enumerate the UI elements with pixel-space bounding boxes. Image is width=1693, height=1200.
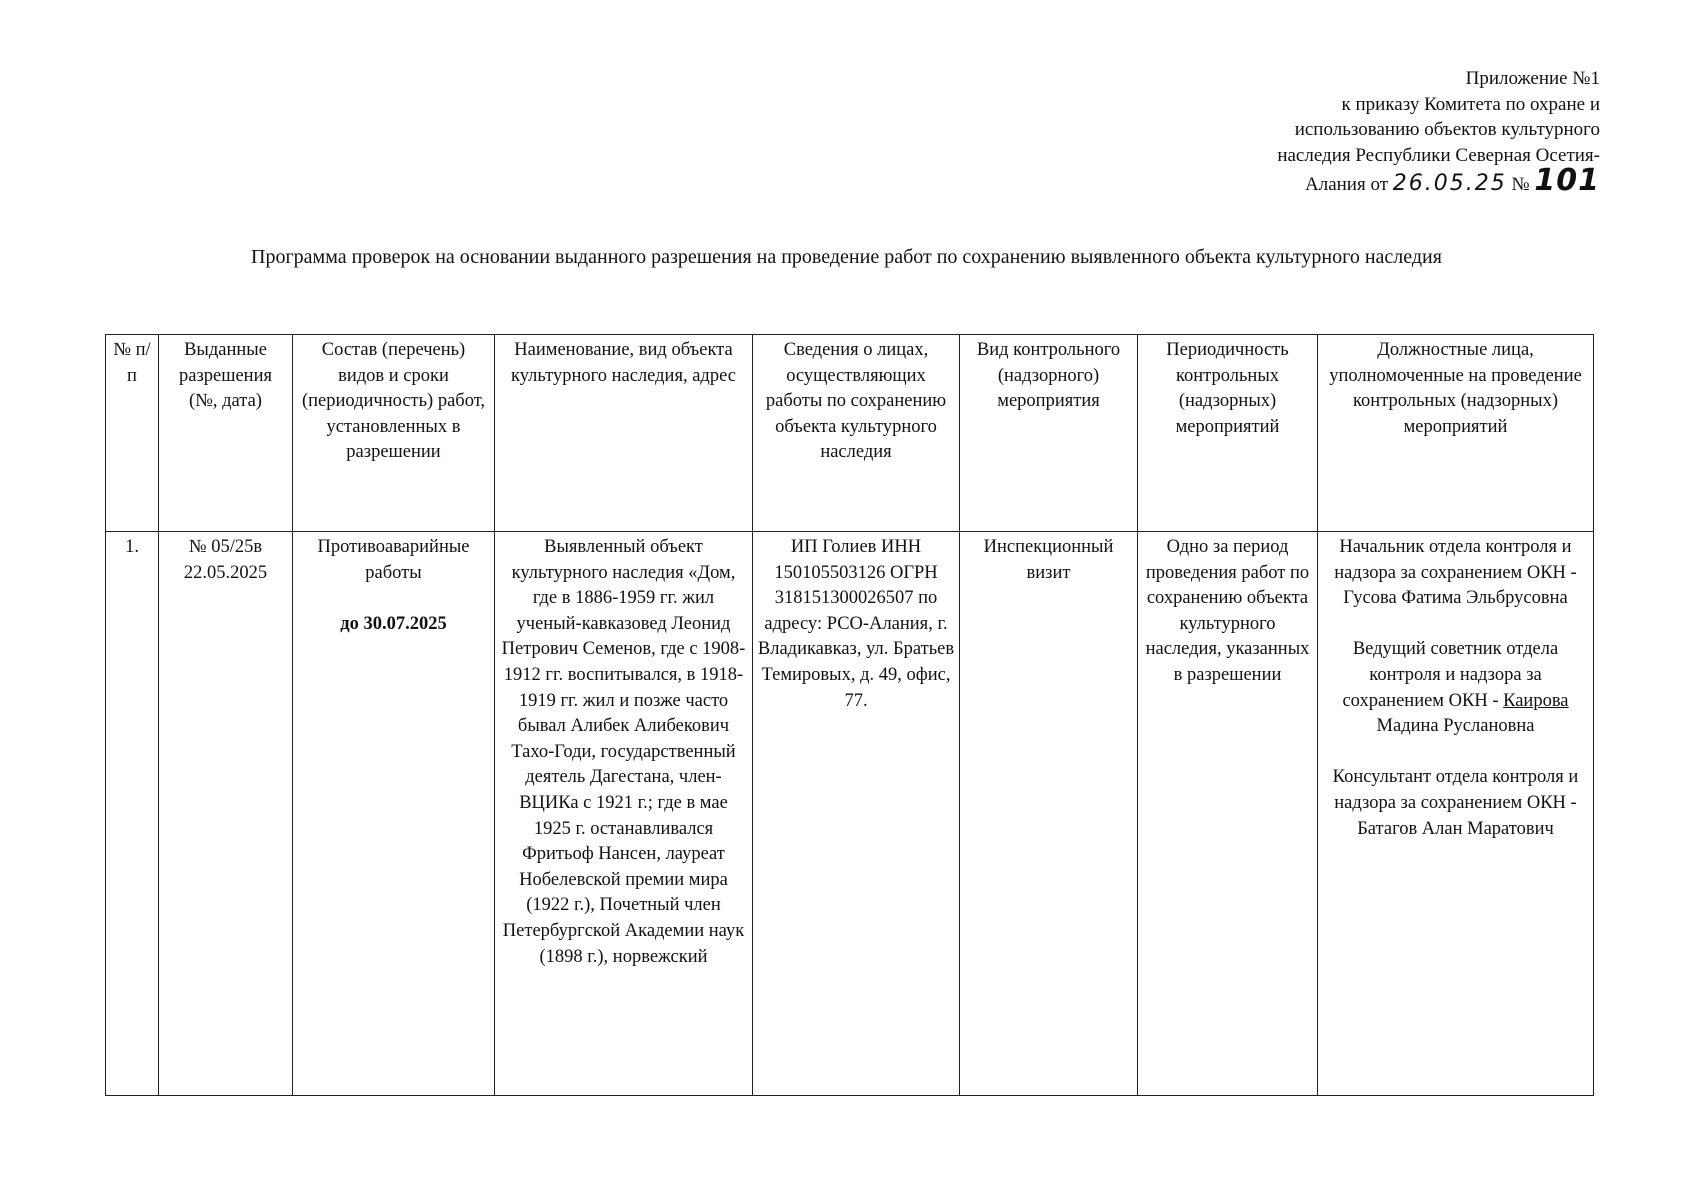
header-cell-event-type: Вид контрольного (надзорного) мероприятия	[960, 335, 1138, 532]
official-entry	[1322, 637, 1589, 739]
cell-event-type: Инспекционный визит	[960, 532, 1138, 1096]
appendix-line: наследия Республики Северная Осетия-	[1277, 144, 1600, 166]
works-deadline: до 30.07.2025	[340, 613, 447, 634]
header-cell-performer: Сведения о лицах, осуществляющих работы по сохранению объекта культурного наследия	[753, 335, 960, 532]
permit-number: № 05/25в	[188, 537, 263, 557]
official-entry: Консультант отдела контроля и надзора за сохранением ОКН - Батагов Алан Маратович	[1332, 767, 1579, 839]
official-surname: Каирова	[1503, 690, 1569, 711]
cell-periodicity: Одно за период проведения работ по сохранению объекта культурного наследия, указанных в разрешении	[1138, 532, 1318, 1096]
handwritten-date: 26.05.25	[1392, 171, 1507, 196]
appendix-line: использованию объектов культурного	[1294, 119, 1600, 140]
appendix-date-prefix: Алания от	[1305, 174, 1389, 195]
official-position: Ведущий советник отдела контроля и надзора за сохранением ОКН -	[1342, 639, 1559, 711]
cell-works	[293, 532, 495, 1096]
appendix-line: к приказу Комитета по охране и	[1341, 93, 1600, 115]
works-description: Противоаварийные работы	[317, 537, 470, 583]
cell-number: 1.	[106, 532, 159, 1096]
official-name: Мадина Руслановна	[1376, 716, 1535, 737]
spacer	[1322, 740, 1589, 766]
header-cell-permits: Выданные разрешения (№, дата)	[159, 335, 293, 532]
inspection-program-table	[105, 334, 1594, 1096]
spacer	[297, 586, 490, 612]
header-cell-periodicity: Периодичность контрольных (надзорных) мероприятий	[1138, 335, 1318, 532]
permit-date: 22.05.2025	[183, 562, 268, 583]
header-cell-object: Наименование, вид объекта культурного наследия, адрес	[495, 335, 753, 532]
document-title: Программа проверок на основании выданного разрешения на проведение работ по сохранению выявленного объекта культурного наследия	[251, 246, 1442, 268]
appendix-block	[1180, 66, 1600, 198]
header-cell-officials: Должностные лица, уполномоченные на проведение контрольных (надзорных) мероприятий	[1318, 335, 1594, 532]
cell-officials	[1318, 532, 1594, 1096]
cell-performer: ИП Голиев ИНН 150105503126 ОГРН 318151300026507 по адресу: РСО-Алания, г. Владикавказ, ул. Братьев Темировых, д. 49, офис, 77.	[753, 532, 960, 1096]
header-cell-number: № п/п	[106, 335, 159, 532]
appendix-date-line	[1180, 163, 1600, 198]
table-header-row	[106, 335, 1594, 532]
number-sign: №	[1511, 174, 1530, 195]
handwritten-order-number: 101	[1534, 163, 1600, 198]
cell-object: Выявленный объект культурного наследия «Дом, где в 1886-1959 гг. жил ученый-кавказовед Леонид Петрович Семенов, где с 1908-1912 гг. воспитывался, в 1918-1919 гг. жил и позже часто бывал Алибек Алибекович Тахо-Годи, государственный деятель Дагестана, член-ВЦИКа с 1921 г.; где в мае 1925 г. останавливался Фритьоф Нансен, лауреат Нобелевской премии мира (1922 г.), Почетный член Петербургской Академии наук (1898 г.), норвежский	[495, 532, 753, 1096]
official-entry: Начальник отдела контроля и надзора за сохранением ОКН - Гусова Фатима Эльбрусовна	[1334, 537, 1577, 609]
spacer	[1322, 612, 1589, 638]
table-row	[106, 532, 1594, 1096]
cell-permit	[159, 532, 293, 1096]
appendix-line: Приложение №1	[1465, 68, 1600, 89]
header-cell-works: Состав (перечень) видов и сроки (периодичность) работ, установленных в разрешении	[293, 335, 495, 532]
